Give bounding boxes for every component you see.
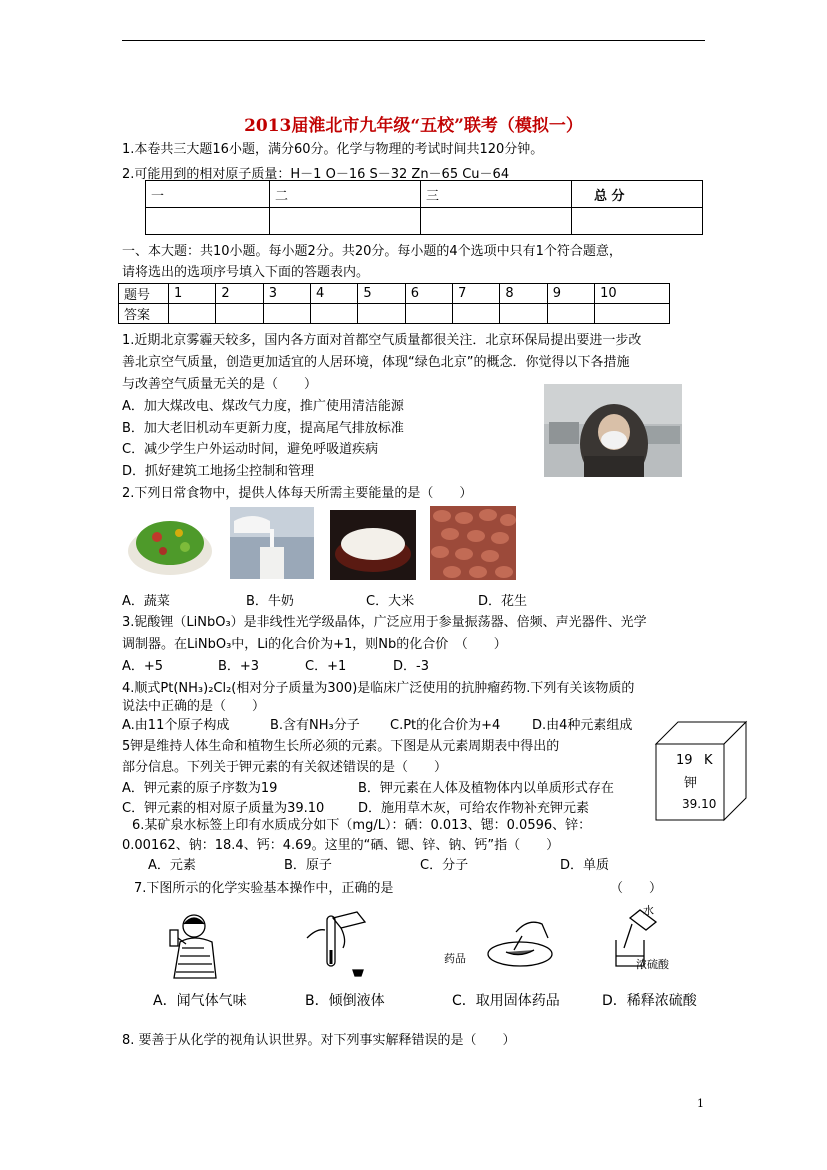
- smog-photo: [544, 384, 682, 477]
- answer-number: 3: [263, 284, 310, 304]
- question-4-option: D.由4种元素组成: [532, 718, 633, 733]
- question-3-option: B．+3: [218, 659, 260, 674]
- score-cell: [572, 208, 703, 235]
- question-1-option: D．抓好建筑工地扬尘控制和管理: [122, 464, 315, 479]
- answer-number: 1: [169, 284, 216, 304]
- acid-label: 浓硫酸: [636, 958, 669, 971]
- question-2-stem: 2.下列日常食物中，提供人体每天所需主要能量的是（ ）: [122, 486, 473, 501]
- question-2-option: D．花生: [478, 594, 528, 609]
- section-instruction: 请将选出的选项序号填入下面的答题表内。: [122, 265, 370, 280]
- rice-photo: [330, 510, 416, 580]
- question-6-option: C．分子: [420, 858, 469, 873]
- question-7-option: C．取用固体药品: [452, 993, 560, 1009]
- answer-table: [118, 283, 670, 324]
- section-instruction: 一、本大题：共10小题。每小题2分。共20分。每小题的4个选项中只有1个符合题意，: [122, 244, 622, 259]
- element-number: 19: [676, 753, 693, 768]
- question-5-option: B．钾元素在人体及植物体内以单质形式存在: [358, 781, 614, 796]
- question-1-line: 1.近期北京雾霾天较多，国内各方面对首都空气质量都很关注．北京环保局提出要进一步改: [122, 333, 642, 348]
- page-number: 1: [697, 1097, 704, 1110]
- answer-cell: [405, 304, 452, 324]
- answer-cell: [453, 304, 500, 324]
- question-2-option: B．牛奶: [246, 594, 294, 609]
- question-4-option: A.由11个原子构成: [122, 718, 230, 733]
- element-mass: 39.10: [682, 797, 717, 811]
- milk-photo: [230, 507, 314, 579]
- question-6-line: 0.00162、钠：18.4、钙：4.69。这里的“硒、锶、锌、钠、钙”指（ ）: [122, 838, 560, 853]
- question-6-option: D．单质: [560, 858, 610, 873]
- question-6-option: B．原子: [284, 858, 332, 873]
- score-cell: [146, 208, 270, 235]
- element-name: 钾: [684, 776, 698, 791]
- score-header: 三: [421, 181, 572, 208]
- question-7-paren: （ ）: [610, 881, 663, 896]
- water-label: 水: [643, 904, 654, 917]
- answer-cell: [547, 304, 594, 324]
- question-3-option: C．+1: [305, 659, 347, 674]
- answer-number: 7: [453, 284, 500, 304]
- question-5-option: A．钾元素的原子序数为19: [122, 781, 278, 796]
- answer-cell: [169, 304, 216, 324]
- note-line: 2.可能用到的相对原子质量：H－1 O－16 S－32 Zn－65 Cu－64: [122, 167, 510, 182]
- answer-number: 2: [216, 284, 263, 304]
- question-6-line: 6.某矿泉水标签上印有水质成分如下（mg/L）：硒：0.013、锶：0.0596、锌：: [132, 818, 592, 833]
- question-3-line: 3.铌酸锂（LiNbO₃）是非线性光学级晶体，广泛应用于参量振荡器、倍频、声光器件、光学: [122, 615, 647, 630]
- answer-number: 8: [500, 284, 547, 304]
- score-header: 总 分: [572, 181, 703, 208]
- page-title: 2013届淮北市九年级“五校”联考（模拟一）: [244, 116, 583, 136]
- question-2-option: A．蔬菜: [122, 594, 170, 609]
- answer-number: 6: [405, 284, 452, 304]
- take-solid-figure: [476, 914, 556, 970]
- answer-cell: [263, 304, 310, 324]
- question-1-line: 善北京空气质量，创造更加适宜的人居环境，体现“绿色北京”的概念．你觉得以下各措施: [122, 355, 630, 370]
- score-header: 二: [270, 181, 421, 208]
- question-6-option: A．元素: [148, 858, 196, 873]
- question-1-option: A．加大煤改电、煤改气力度，推广使用清洁能源: [122, 399, 404, 414]
- peanut-photo: [430, 506, 516, 580]
- score-cell: [270, 208, 421, 235]
- question-3-line: 调制器。在LiNbO₃中，Li的化合价为+1，则Nb的化合价 （ ）: [122, 637, 507, 652]
- question-7-stem: 7.下图所示的化学实验基本操作中，正确的是: [134, 881, 394, 896]
- header-rule: [122, 40, 705, 41]
- element-symbol: K: [704, 753, 713, 768]
- note-line: 1.本卷共三大题16小题，满分60分。化学与物理的考试时间共120分钟。: [122, 142, 544, 157]
- question-1-line: 与改善空气质量无关的是（ ）: [122, 377, 318, 392]
- question-5-line: 5钾是维持人体生命和植物生长所必须的元素。下图是从元素周期表中得出的: [122, 739, 560, 754]
- answer-cell: [311, 304, 358, 324]
- answer-cell: [216, 304, 263, 324]
- answer-cell: [500, 304, 547, 324]
- question-2-option: C．大米: [366, 594, 415, 609]
- question-7-option: B．倾倒液体: [305, 993, 385, 1009]
- score-header: 一: [146, 181, 270, 208]
- question-3-option: A．+5: [122, 659, 164, 674]
- vegetable-photo: [127, 507, 213, 579]
- answer-number: 5: [358, 284, 405, 304]
- question-7-option: A．闻气体气味: [153, 993, 247, 1009]
- answer-row-label: 答案: [119, 304, 169, 324]
- pour-liquid-figure: [303, 910, 373, 978]
- answer-number: 4: [311, 284, 358, 304]
- question-8-stem: 8. 要善于从化学的视角认识世界。对下列事实解释错误的是（ ）: [122, 1033, 516, 1048]
- question-3-option: D．-3: [393, 659, 429, 674]
- question-4-line: 4.顺式Pt(NH₃)₂Cl₂(相对分子质量为300)是临床广泛使用的抗肿瘤药物.下列有关该物质的: [122, 681, 635, 696]
- answer-cell: [358, 304, 405, 324]
- question-4-option: B.含有NH₃分子: [270, 718, 360, 733]
- question-4-option: C.Pt的化合价为+4: [390, 718, 501, 733]
- question-1-option: C．减少学生户外运动时间，避免呼吸道疾病: [122, 442, 379, 457]
- question-1-option: B．加大老旧机动车更新力度，提高尾气排放标准: [122, 421, 404, 436]
- score-table: [145, 180, 703, 235]
- answer-number: 9: [547, 284, 594, 304]
- question-5-line: 部分信息。下列关于钾元素的有关叙述错误的是（ ）: [122, 760, 448, 775]
- question-4-line: 说法中正确的是（ ）: [122, 699, 266, 714]
- score-cell: [421, 208, 572, 235]
- answer-number: 10: [595, 284, 670, 304]
- smell-gas-figure: [160, 908, 228, 980]
- question-5-option: D．施用草木灰，可给农作物补充钾元素: [358, 801, 590, 816]
- question-5-option: C．钾元素的相对原子质量为39.10: [122, 801, 325, 816]
- drug-label: 药品: [444, 952, 466, 965]
- question-7-option: D．稀释浓硫酸: [602, 993, 697, 1009]
- answer-cell: [595, 304, 670, 324]
- answer-row-label: 题号: [119, 284, 169, 304]
